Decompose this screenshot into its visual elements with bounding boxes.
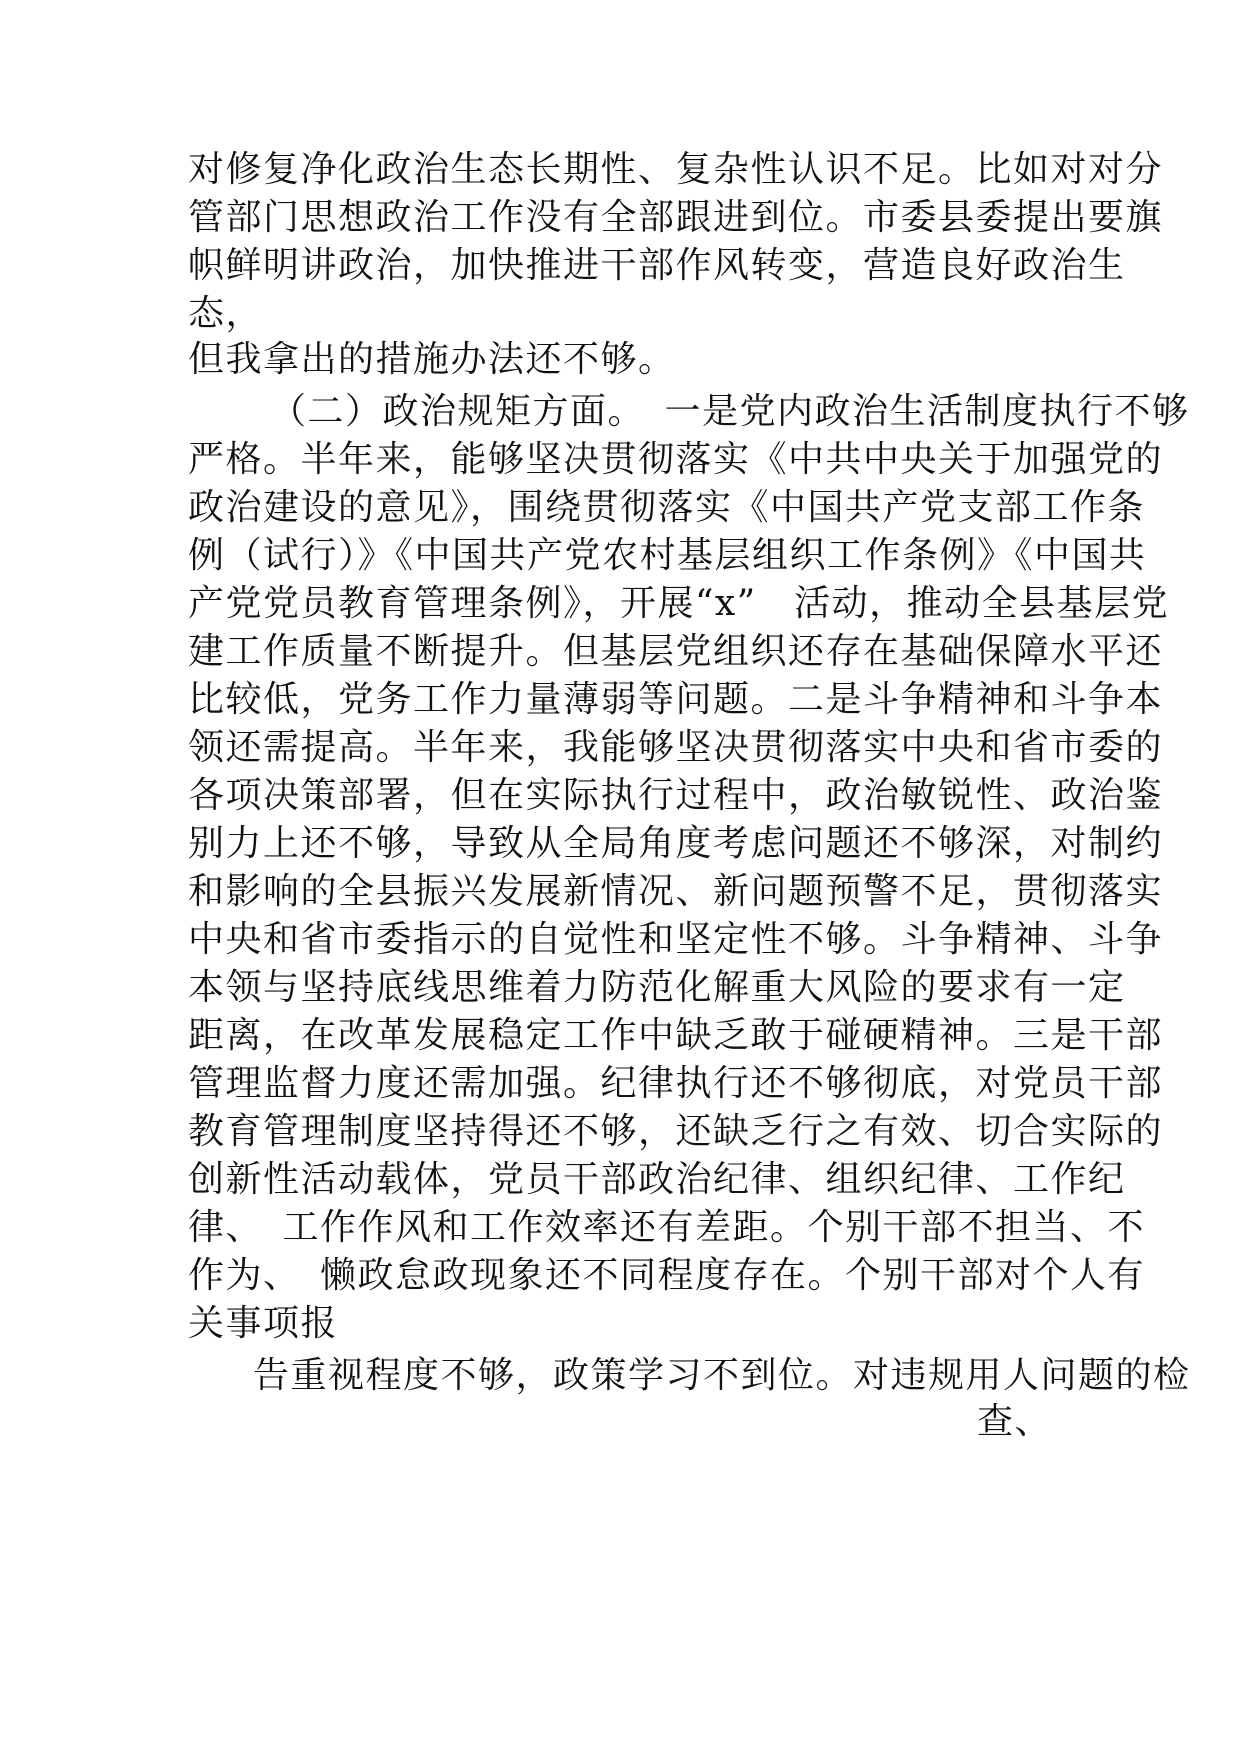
body-line-11: 建工作质量不断提升。但基层党组织还存在基础保障水平还	[188, 631, 1164, 672]
body-line-10: 产党党员教育管理条例》，开展“x” 活动，推动全县基层党	[188, 583, 1170, 624]
body-line-1: 对修复净化政治生态长期性、复杂性认识不足。比如对对分	[188, 149, 1164, 190]
body-line-27: 查、	[976, 1401, 1052, 1442]
body-line-13: 领还需提高。半年来，我能够坚决贯彻落实中央和省市委的	[188, 727, 1164, 768]
body-line-3: 帜鲜明讲政治，加快推进干部作风转变，营造良好政治生	[188, 245, 1126, 286]
body-line-25: 关事项报	[188, 1303, 339, 1344]
body-line-9: 例（试行）》《中国共产党农村基层组织工作条例》《中国共	[188, 535, 1147, 576]
body-line-20: 管理监督力度还需加强。纪律执行还不够彻底，对党员干部	[188, 1063, 1164, 1104]
body-line-18: 本领与坚持底线思维着力防范化解重大风险的要求有一定	[188, 967, 1126, 1008]
section-heading-line: （二）政治规矩方面。 一是党内政治生活制度执行不够	[270, 391, 1190, 432]
body-line-19: 距离，在改革发展稳定工作中缺乏敢于碰硬精神。三是干部	[188, 1015, 1164, 1056]
body-line-17: 中央和省市委指示的自觉性和坚定性不够。斗争精神、斗争	[188, 919, 1164, 960]
body-line-21: 教育管理制度坚持得还不够，还缺乏行之有效、切合实际的	[188, 1111, 1164, 1152]
body-line-15: 别力上还不够，导致从全局角度考虑问题还不够深，对制约	[188, 823, 1164, 864]
body-line-2: 管部门思想政治工作没有全部跟进到位。市委县委提出要旗	[188, 197, 1164, 238]
body-line-7: 严格。半年来，能够坚决贯彻落实《中共中央关于加强党的	[188, 439, 1164, 480]
body-line-24: 作为、 懒政怠政现象还不同程度存在。个别干部对个人有	[188, 1255, 1146, 1296]
body-line-23: 律、 工作作风和工作效率还有差距。个别干部不担当、不	[188, 1207, 1146, 1248]
body-line-4: 态，	[188, 293, 264, 334]
body-line-12: 比较低，党务工作力量薄弱等问题。二是斗争精神和斗争本	[188, 679, 1164, 720]
body-line-5: 但我拿出的措施办法还不够。	[188, 339, 676, 380]
body-line-14: 各项决策部署，但在实际执行过程中，政治敏锐性、政治鉴	[188, 775, 1164, 816]
body-line-8: 政治建设的意见》，围绕贯彻落实《中国共产党支部工作条	[188, 487, 1146, 528]
body-line-26: 告重视程度不够，政策学习不到位。对违规用人问题的检	[253, 1355, 1191, 1396]
body-line-16: 和影响的全县振兴发展新情况、新问题预警不足，贯彻落实	[188, 871, 1164, 912]
body-line-22: 创新性活动载体，党员干部政治纪律、组织纪律、工作纪	[188, 1159, 1126, 1200]
